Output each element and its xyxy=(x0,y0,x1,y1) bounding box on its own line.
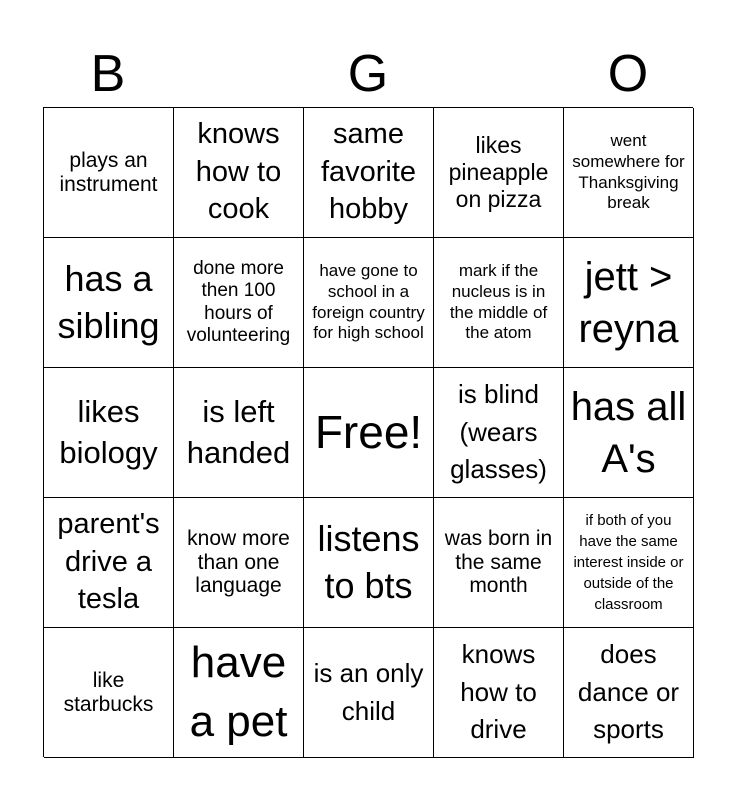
bingo-cell[interactable]: is an only child xyxy=(304,628,434,758)
bingo-cell[interactable]: is blind (wears glasses) xyxy=(434,368,564,498)
bingo-cell[interactable]: listens to bts xyxy=(304,498,434,628)
header-letter-5: O xyxy=(607,45,649,103)
header-letter-1: B xyxy=(90,45,126,103)
bingo-cell[interactable]: if both of you have the same interest inside or outside of the classroom xyxy=(564,498,694,628)
bingo-cell[interactable]: knows how to cook xyxy=(174,108,304,238)
bingo-cell[interactable]: is left handed xyxy=(174,368,304,498)
bingo-cell[interactable]: knows how to drive xyxy=(434,628,564,758)
bingo-cell[interactable]: same favorite hobby xyxy=(304,108,434,238)
bingo-cell[interactable]: plays an instrument xyxy=(44,108,174,238)
bingo-board xyxy=(43,107,693,757)
header-letter-2 xyxy=(173,44,303,104)
bingo-cell[interactable]: know more than one language xyxy=(174,498,304,628)
bingo-cell[interactable]: jett > reyna xyxy=(564,238,694,368)
bingo-cell[interactable]: was born in the same month xyxy=(434,498,564,628)
bingo-cell[interactable]: has a sibling xyxy=(44,238,174,368)
bingo-cell[interactable]: mark if the nucleus is in the middle of the atom xyxy=(434,238,564,368)
bingo-cell[interactable]: have a pet xyxy=(174,628,304,758)
bingo-cell[interactable]: done more then 100 hours of volunteering xyxy=(174,238,304,368)
bingo-header xyxy=(43,44,693,104)
bingo-cell[interactable]: went somewhere for Thanksgiving break xyxy=(564,108,694,238)
bingo-cell[interactable]: likes pineapple on pizza xyxy=(434,108,564,238)
bingo-cell[interactable]: parent's drive a tesla xyxy=(44,498,174,628)
bingo-cell[interactable]: likes biology xyxy=(44,368,174,498)
free-space[interactable]: Free! xyxy=(304,368,434,498)
bingo-cell[interactable]: have gone to school in a foreign country for high school xyxy=(304,238,434,368)
header-letter-3: G xyxy=(347,45,389,103)
header-letter-4 xyxy=(433,44,563,104)
bingo-cell[interactable]: like starbucks xyxy=(44,628,174,758)
bingo-cell[interactable]: does dance or sports xyxy=(564,628,694,758)
bingo-cell[interactable]: has all A's xyxy=(564,368,694,498)
